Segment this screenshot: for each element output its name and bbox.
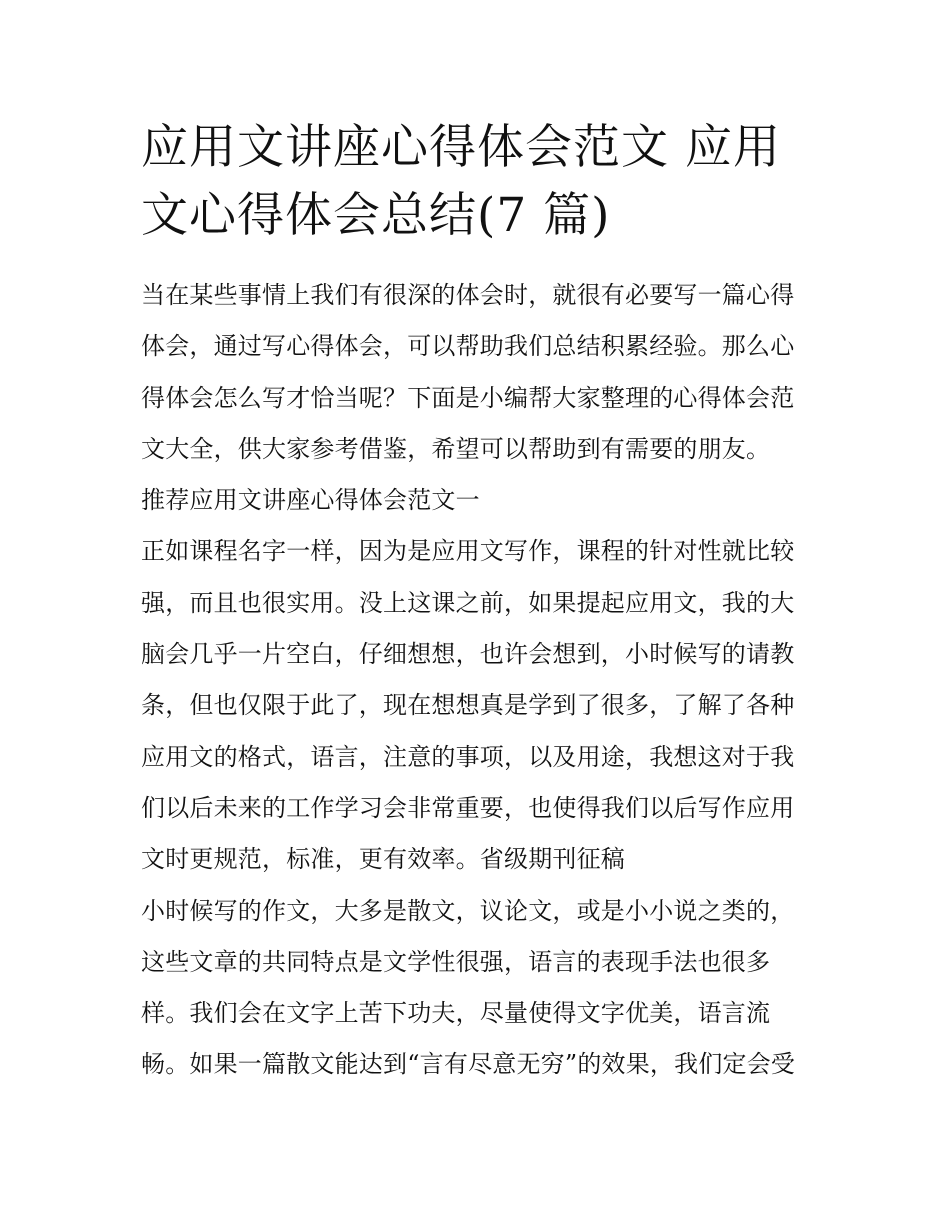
title-line-2: 文心得体会总结(7 篇) xyxy=(141,188,611,243)
document-body xyxy=(141,270,813,1091)
paragraph1-line-7: 文时更规范，标准，更有效率。省级期刊征稿 xyxy=(141,845,625,874)
section-heading: 推荐应用文讲座心得体会范文一 xyxy=(141,486,480,515)
paragraph1-line-4: 条，但也仅限于此了，现在想想真是学到了很多，了解了各种 xyxy=(141,691,795,720)
paragraph2-line-3: 样。我们会在文字上苦下功夫，尽量使得文字优美，语言流 xyxy=(141,999,771,1028)
paragraph2-line-1: 小时候写的作文，大多是散文，议论文，或是小小说之类的， xyxy=(141,896,795,925)
document-title xyxy=(141,114,813,250)
paragraph1-line-6: 们以后未来的工作学习会非常重要，也使得我们以后写作应用 xyxy=(141,793,795,822)
paragraph2-line-2: 这些文章的共同特点是文学性很强，语言的表现手法也很多 xyxy=(141,947,771,976)
intro-line-4: 文大全，供大家参考借鉴，希望可以帮助到有需要的朋友。 xyxy=(141,434,771,463)
paragraph1-line-2: 强，而且也很实用。没上这课之前，如果提起应用文，我的大 xyxy=(141,588,795,617)
paragraph1-line-3: 脑会几乎一片空白，仔细想想，也许会想到，小时候写的请教 xyxy=(141,640,795,669)
intro-line-3: 得体会怎么写才恰当呢？下面是小编帮大家整理的心得体会范 xyxy=(141,383,795,412)
paragraph1-line-5: 应用文的格式，语言，注意的事项，以及用途，我想这对于我 xyxy=(141,742,795,771)
paragraph2-line-4: 畅。如果一篇散文能达到“言有尽意无穷”的效果，我们定会受 xyxy=(141,1050,796,1079)
document-content xyxy=(141,114,813,1091)
intro-line-2: 体会，通过写心得体会，可以帮助我们总结积累经验。那么心 xyxy=(141,332,795,361)
intro-line-1: 当在某些事情上我们有很深的体会时，就很有必要写一篇心得 xyxy=(141,281,795,309)
title-line-1: 应用文讲座心得体会范文 应用 xyxy=(141,120,781,175)
paragraph1-line-1: 正如课程名字一样，因为是应用文写作，课程的针对性就比较 xyxy=(141,537,795,566)
